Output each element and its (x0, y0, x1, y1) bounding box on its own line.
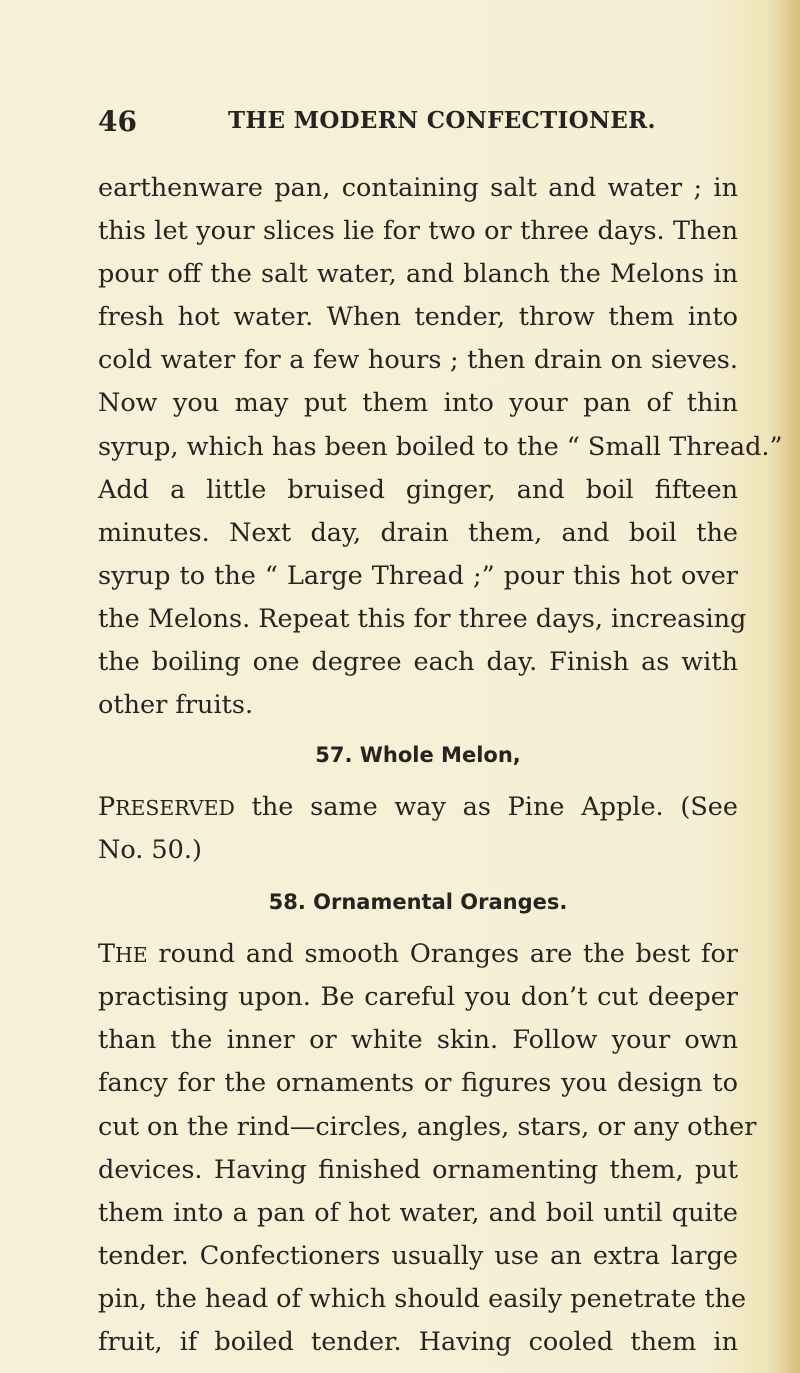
text-line: other fruits. (98, 690, 254, 721)
text-line: fancy for the ornaments or figures you design to (98, 1068, 738, 1099)
running-head: THE MODERN CONFECTIONER. (228, 107, 656, 134)
text-line: pour off the salt water, and blanch the Melons in (98, 259, 738, 290)
section-heading-57: 57. Whole Melon, (315, 742, 521, 767)
text-line: THE round and smooth Oranges are the best for (98, 939, 738, 970)
text-line: practising upon. Be careful you don’t cut deeper (98, 982, 738, 1013)
text-line: cold water for a few hours ; then drain on sieves. (98, 345, 738, 376)
text-line: this let your slices lie for two or three days. Then (98, 216, 738, 247)
text-line: devices. Having finished ornamenting them, put (98, 1154, 738, 1185)
page-number: 46 (98, 105, 137, 138)
text-line: them into a pan of hot water, and boil until quite (98, 1197, 738, 1228)
text-line: syrup to the “ Large Thread ;” pour this hot over (98, 560, 738, 591)
text-line: syrup, which has been boiled to the “ Small Thread.” (98, 431, 783, 462)
text-line: earthenware pan, containing salt and water ; in (98, 173, 738, 203)
text-line: than the inner or white skin. Follow your own (98, 1025, 738, 1056)
text-line: fresh hot water. When tender, throw them into (98, 302, 738, 333)
text-line: tender. Confectioners usually use an extra large (98, 1240, 738, 1271)
text-line: the Melons. Repeat this for three days, increasing (98, 603, 747, 634)
text-line: Add a little bruised ginger, and boil fifteen (98, 474, 738, 505)
text-line: pin, the head of which should easily penetrate the (98, 1283, 747, 1314)
text-line: fruit, if boiled tender. Having cooled them in (98, 1327, 738, 1357)
page-header (98, 105, 738, 149)
section-heading-58: 58. Ornamental Oranges. (268, 890, 568, 915)
text-line: No. 50.) (98, 834, 202, 865)
text-line: the boiling one degree each day. Finish as with (98, 647, 738, 678)
text-line: PRESERVED the same way as Pine Apple. (See (98, 791, 738, 822)
text-line: cut on the rind—circles, angles, stars, or any other (98, 1111, 757, 1142)
text-line: minutes. Next day, drain them, and boil the (98, 517, 738, 548)
text-line: Now you may put them into your pan of thin (98, 388, 738, 419)
